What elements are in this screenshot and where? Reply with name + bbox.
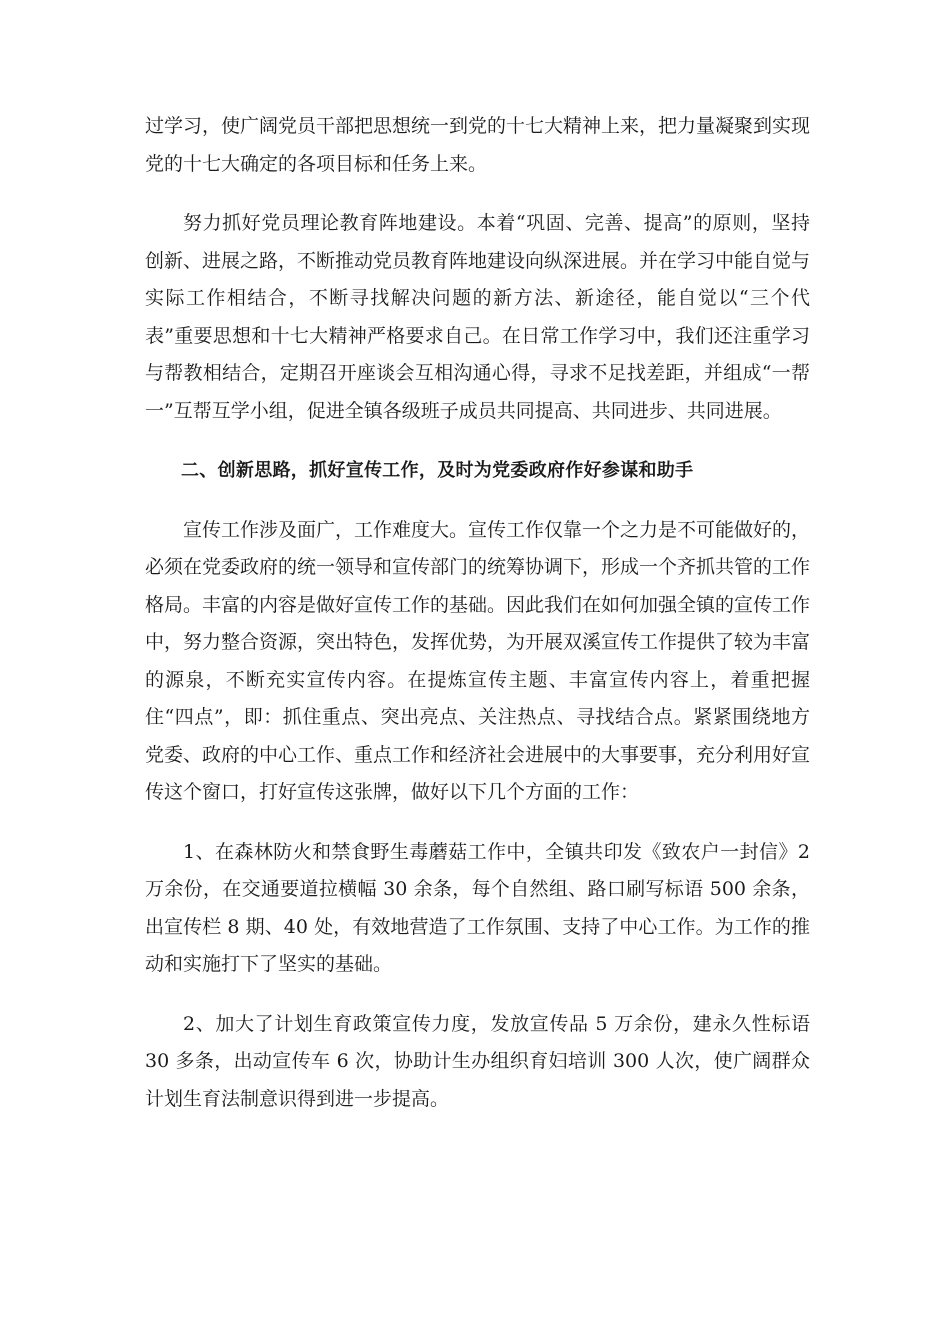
section-heading: 二、创新思路，抓好宣传工作，及时为党委政府作好参谋和助手 <box>181 460 694 481</box>
document-body <box>145 108 810 1140</box>
paragraph-continuation: 过学习，使广阔党员干部把思想统一到党的十七大精神上来，把力量凝聚到实现党的十七大确定的各项目标和任务上来。 <box>145 115 811 175</box>
paragraph-publicity-work: 宣传工作涉及面广，工作难度大。宣传工作仅靠一个之力是不可能做好的，必须在党委政府的统一领导和宣传部门的统筹协调下，形成一个齐抓共管的工作格局。丰富的内容是做好宣传工作的基础。因此我们在如何加强全镇的宣传工作中，努力整合资源，突出特色，发挥优势，为开展双溪宣传工作提供了较为丰富的源泉，不断充实宣传内容。在提炼宣传主题、丰富宣传内容上，着重把握住“四点”，即：抓住重点、突出亮点、关注热点、寻找结合点。紧紧围绕地方党委、政府的中心工作、重点工作和经济社会进展中的大事要事，充分利用好宣传这个窗口，打好宣传这张牌，做好以下几个方面的工作： <box>145 518 811 803</box>
paragraph-item-1: 1、在森林防火和禁食野生毒蘑菇工作中，全镇共印发《致农户一封信》2 万余份，在交通要道拉横幅 30 余条，每个自然组、路口刷写标语 500 余条，出宣传栏 8 期、40 处，有效地营造了工作氛围、支持了中心工作。为工作的推动和实施打下了坚实的基础。 <box>145 840 810 975</box>
paragraph-theory-education: 努力抓好党员理论教育阵地建设。本着“巩固、完善、提高”的原则，坚持创新、进展之路，不断推动党员教育阵地建设向纵深进展。并在学习中能自觉与实际工作相结合，不断寻找解决问题的新方法、新途径，能自觉以“三个代表”重要思想和十七大精神严格要求自己。在日常工作学习中，我们还注重学习与帮教相结合，定期召开座谈会互相沟通心得，寻求不足找差距，并组成“一帮一”互帮互学小组，促进全镇各级班子成员共同提高、共同进步、共同进展。 <box>145 212 811 422</box>
paragraph-item-2: 2、加大了计划生育政策宣传力度，发放宣传品 5 万余份，建永久性标语 30 多条，出动宣传车 6 次，协助计生办组织育妇培训 300 人次，使广阔群众计划生育法制意识得到进一步提高。 <box>145 1012 810 1110</box>
